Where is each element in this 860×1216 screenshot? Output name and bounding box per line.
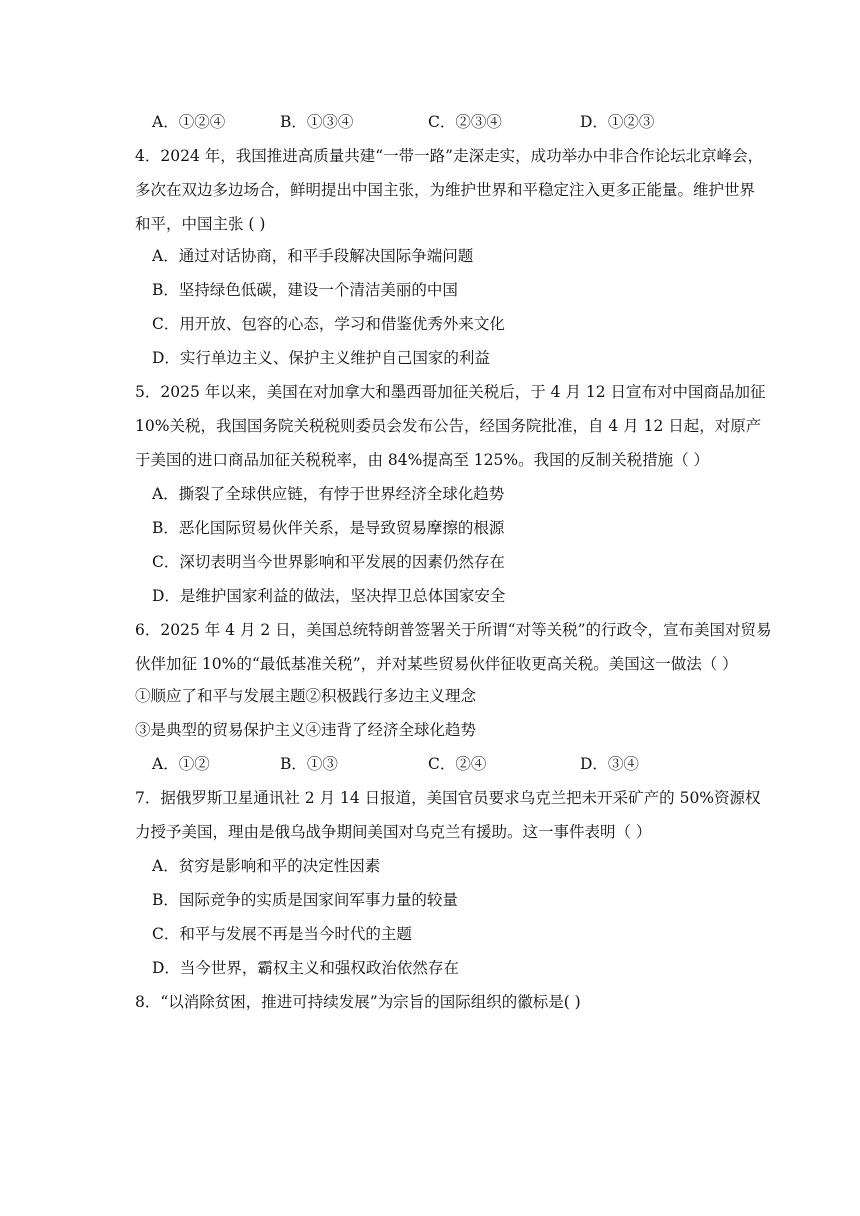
q4-option-b: B．坚持绿色低碳，建设一个清洁美丽的中国 <box>152 281 458 299</box>
q6-option-b: B．①③ <box>280 755 338 773</box>
q4-stem-line-3: 和平，中国主张 ( ) <box>135 215 266 233</box>
q5-option-d: D．是维护国家利益的做法，坚决捍卫总体国家安全 <box>152 587 506 605</box>
q4-stem-line-2: 多次在双边多边场合，鲜明提出中国主张，为维护世界和平稳定注入更多正能量。维护世界 <box>135 181 756 199</box>
q5-stem-line-1: 5．2025 年以来，美国在对加拿大和墨西哥加征关税后，于 4 月 12 日宣布对中国商品加征 <box>135 383 766 401</box>
q6-statements-line-2: ③是典型的贸易保护主义④违背了经济全球化趋势 <box>135 721 477 739</box>
q5-option-b: B．恶化国际贸易伙伴关系，是导致贸易摩擦的根源 <box>152 519 505 537</box>
q5-stem-line-2: 10%关税，我国国务院关税税则委员会发布公告，经国务院批准，自 4 月 12 日起，对原产 <box>135 417 762 435</box>
q4-stem-line-1: 4．2024 年，我国推进高质量共建“一带一路”走深走实，成功举办中非合作论坛北京峰会， <box>135 147 764 165</box>
q7-option-d: D．当今世界，霸权主义和强权政治依然存在 <box>152 959 459 977</box>
q6-option-a: A．①② <box>152 755 210 773</box>
q6-option-c: C．②④ <box>428 755 487 773</box>
q5-stem-line-3: 于美国的进口商品加征关税税率，由 84%提高至 125%。我国的反制关税措施（ ） <box>135 451 710 469</box>
q4-option-c: C．用开放、包容的心态，学习和借鉴优秀外来文化 <box>152 315 505 333</box>
q4-option-a: A．通过对话协商，和平手段解决国际争端问题 <box>152 247 474 265</box>
q3-option-a: A．①②④ <box>152 113 226 131</box>
q6-options-row <box>152 754 712 774</box>
q3-option-c: C．②③④ <box>428 113 502 131</box>
q5-option-c: C．深切表明当今世界影响和平发展的因素仍然存在 <box>152 553 505 571</box>
q3-options-row <box>152 112 712 132</box>
q6-stem-line-2: 伙伴加征 10%的“最低基准关税”，并对某些贸易伙伴征收更高关税。美国这一做法（ ） <box>135 655 738 673</box>
q7-stem-line-1: 7．据俄罗斯卫星通讯社 2 月 14 日报道，美国官员要求乌克兰把未开采矿产的 50%资源权 <box>135 789 761 807</box>
q4-option-d: D．实行单边主义、保护主义维护自己国家的利益 <box>152 349 490 367</box>
q7-option-c: C．和平与发展不再是当今时代的主题 <box>152 925 412 943</box>
q7-stem-line-2: 力授予美国，理由是俄乌战争期间美国对乌克兰有援助。这一事件表明（ ） <box>135 823 652 841</box>
q7-option-a: A．贫穷是影响和平的决定性因素 <box>152 857 381 875</box>
q6-stem-line-1: 6．2025 年 4 月 2 日，美国总统特朗普签署关于所谓“对等关税”的行政令，宣布美国对贸易 <box>135 621 772 639</box>
q5-option-a: A．撕裂了全球供应链，有悖于世界经济全球化趋势 <box>152 485 505 503</box>
q8-stem-line-1: 8．“以消除贫困，推进可持续发展”为宗旨的国际组织的徽标是( ) <box>135 993 581 1011</box>
q7-option-b: B．国际竞争的实质是国家间军事力量的较量 <box>152 891 458 909</box>
q3-option-b: B．①③④ <box>280 113 354 131</box>
q6-option-d: D．③④ <box>580 755 639 773</box>
q3-option-d: D．①②③ <box>580 113 655 131</box>
q6-statements-line-1: ①顺应了和平与发展主题②积极践行多边主义理念 <box>135 687 477 705</box>
